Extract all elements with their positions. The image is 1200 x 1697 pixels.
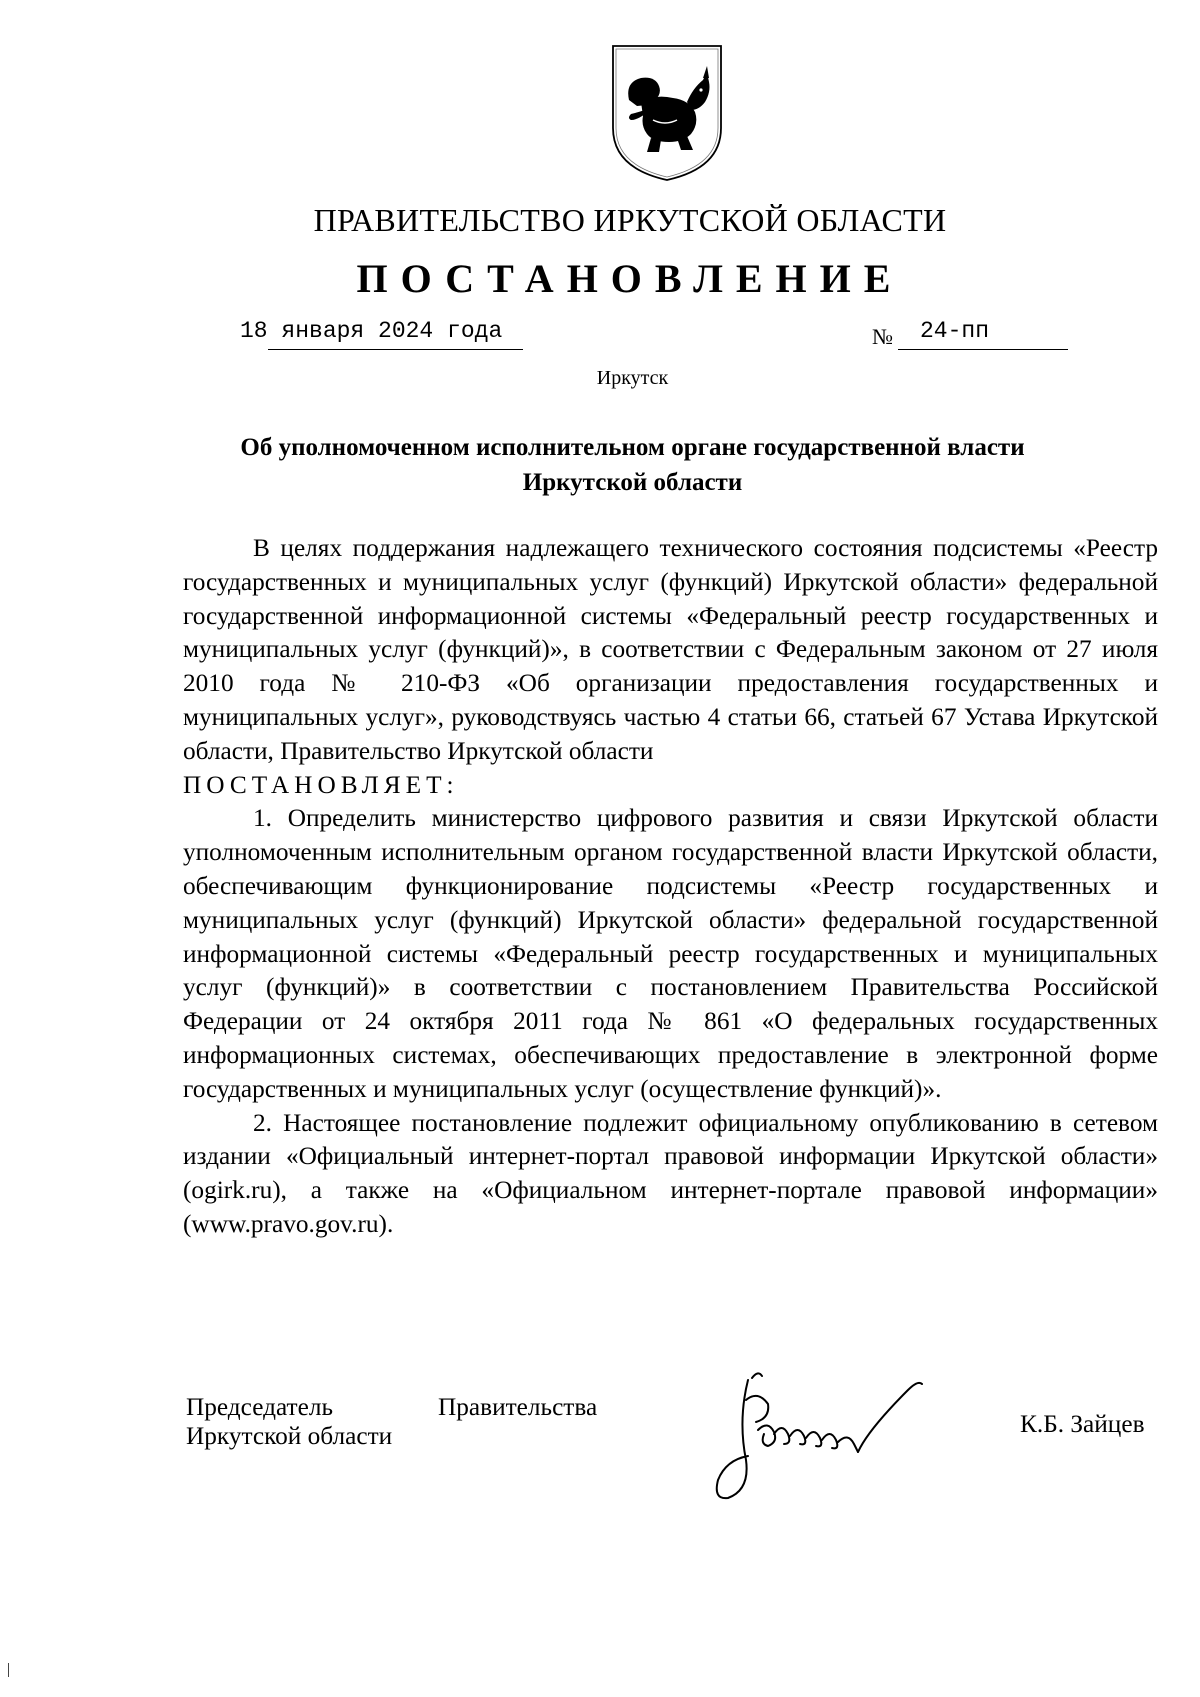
document-type-heading: ПОСТАНОВЛЕНИЕ (356, 256, 904, 301)
signatory-position-part-1: Председатель (186, 1393, 334, 1421)
subject-line-2: Иркутской области (522, 469, 743, 496)
signatory-name: К.Б. Зайцев (1020, 1410, 1145, 1438)
handwritten-signature-icon (708, 1360, 978, 1510)
signatory-position-part-3: Иркутской области (186, 1422, 393, 1450)
signatory-position-part-2: Правительства (438, 1393, 598, 1421)
preamble-paragraph: В целях поддержания надлежащего технического состояния подсистемы «Реестр государственных и муниципальных услуг (функций) Иркутской области» федеральной государственной информационной системы «Федеральный реестр государственных и муниципальных услуг (функций)», в соответствии с Федеральным законом от 27 июля 2010 года № 210-ФЗ «Об организации предоставления государственных и муниципальных услуг», руководствуясь частью 4 статьи 66, статьей 67 Устава Иркутской области, Правительство Иркутской области (183, 534, 1158, 765)
item-1-paragraph: 1. Определить министерство цифрового развития и связи Иркутской области уполномоченным исполнительным органом государственной власти Иркутской области, обеспечивающим функционирование подсистемы «Реестр государственных и муниципальных услуг (функций) Иркутской области» федеральной государственной информационной системы «Федеральный реестр государственных и муниципальных услуг (функций)» в соответствии с постановлением Правительства Российской Федерации от 24 октября 2011 года № 861 «О федеральных государственных информационных системах, обеспечивающих предоставление в электронной форме государственных и муниципальных услуг (осуществление функций)». (183, 804, 1158, 1103)
date-underline (268, 349, 523, 350)
document-subject (0, 430, 1200, 500)
subject-line-1: Об уполномоченном исполнительном органе государственной власти (240, 434, 1025, 461)
city-name: Иркутск (596, 367, 669, 389)
number-sign: № (872, 324, 893, 349)
document-date: 18 января 2024 года (240, 318, 503, 344)
document-body (183, 532, 1158, 1242)
resolves-heading: ПОСТАНОВЛЯЕТ: (183, 770, 459, 799)
number-underline (898, 349, 1068, 350)
document-number: 24-пп (920, 318, 990, 344)
government-title: ПРАВИТЕЛЬСТВО ИРКУТСКОЙ ОБЛАСТИ (313, 202, 947, 238)
coat-of-arms-icon (607, 42, 727, 184)
item-2-paragraph: 2. Настоящее постановление подлежит официальному опубликованию в сетевом издании «Официальный интернет-портал правовой информации Иркутской области» (ogirk.ru), а также на «Официальном интернет-портале правовой информации» (www.pravo.gov.ru). (183, 1108, 1158, 1238)
scan-margin-mark (8, 1663, 9, 1677)
